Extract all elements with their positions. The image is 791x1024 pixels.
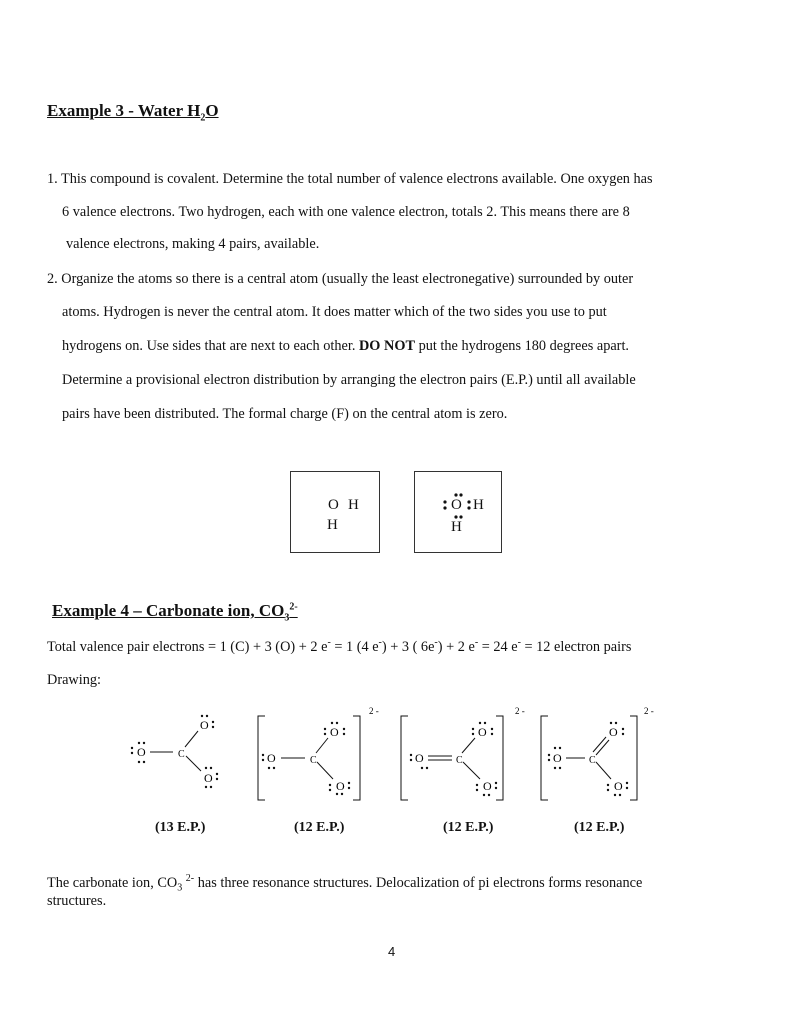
single-bond <box>316 738 328 753</box>
oxygen-left: O <box>267 751 276 765</box>
oxygen-top: O <box>478 725 487 739</box>
step2-line3-pre: hydrogens on. Use sides that are next to each other. <box>62 338 359 354</box>
caption-structure-2: (12 E.P.) <box>294 820 345 835</box>
carbonate-structure-4 <box>541 706 654 800</box>
conclusion-pre: The carbonate ion, CO <box>47 874 178 891</box>
oxygen-bottom: O <box>483 779 492 793</box>
oxygen-bottom: O <box>204 771 213 785</box>
bond-pair-dot <box>467 506 470 509</box>
caption-structure-4: (12 E.P.) <box>574 820 625 835</box>
example4-heading-sup: 2- <box>289 601 298 613</box>
ion-charge: 2 - <box>515 706 525 716</box>
oxygen-top: O <box>609 725 618 739</box>
example4-heading-text: Example 4 – Carbonate ion, CO <box>52 601 285 620</box>
step2-line3 <box>62 338 629 355</box>
oxygen-top: O <box>200 718 209 732</box>
total-sup-1: - <box>327 637 331 648</box>
total-sup-5: - <box>517 637 521 648</box>
step1-line3: valence electrons, making 4 pairs, available. <box>66 236 320 252</box>
total-text-3: ) + 3 ( 6e <box>381 638 435 655</box>
oxygen-top: O <box>330 725 339 739</box>
oxygen-left: O <box>137 745 146 759</box>
step2-line5: pairs have been distributed. The formal charge (F) on the central atom is zero. <box>62 406 508 422</box>
water-lewis-box <box>414 471 502 553</box>
right-bracket <box>630 716 637 800</box>
right-bracket <box>496 716 503 800</box>
bond-pair-dot <box>467 500 470 503</box>
oxygen-bottom: O <box>336 779 345 793</box>
ion-charge: 2 - <box>369 706 379 716</box>
single-bond <box>317 762 333 779</box>
water-skeleton-oxygen: O <box>328 497 339 513</box>
ion-charge: 2 - <box>644 706 654 716</box>
oxygen-left: O <box>415 751 424 765</box>
example3-heading-tail: O <box>205 101 219 120</box>
conclusion-line1 <box>47 873 642 894</box>
carbonate-structures <box>0 700 791 810</box>
total-text-1: Total valence pair electrons = 1 (C) + 3 (O) + 2 e <box>47 638 328 655</box>
example3-heading-sub: 2 <box>200 112 206 124</box>
example3-heading <box>47 101 219 123</box>
water-lewis-hydrogen-below: H <box>451 519 462 535</box>
conclusion-post: has three resonance structures. Delocalization of pi electrons forms resonance <box>194 874 643 891</box>
example4-heading <box>52 601 298 623</box>
conclusion-sub: 3 <box>177 882 183 894</box>
water-lewis-oxygen: O <box>451 497 462 513</box>
total-sup-4: - <box>474 637 479 648</box>
water-skeleton-hydrogen-below: H <box>327 517 338 533</box>
total-text-2: = 1 (4 e <box>330 638 379 655</box>
carbon-center: C <box>310 755 317 766</box>
drawing-label: Drawing: <box>47 672 101 688</box>
step2-line3-emphasis: DO NOT <box>358 338 415 354</box>
caption-structure-3: (12 E.P.) <box>443 820 494 835</box>
water-skeleton-hydrogen-right: H <box>348 497 359 513</box>
left-bracket <box>258 716 265 800</box>
oxygen-left: O <box>553 751 562 765</box>
carbonate-structure-2 <box>258 706 379 800</box>
water-lewis-hydrogen-right: H <box>473 497 484 513</box>
carbonate-structure-1 <box>131 715 218 788</box>
double-bond <box>596 740 609 755</box>
total-text-5: = 24 e <box>478 638 518 655</box>
total-text-4: ) + 2 e <box>437 638 475 655</box>
lone-pair-dot <box>443 506 446 509</box>
page-number: 4 <box>388 944 396 959</box>
single-bond <box>462 738 475 753</box>
step1-line1: 1. This compound is covalent. Determine the total number of valence electrons available. One oxygen has <box>47 171 653 187</box>
total-valence-line <box>47 637 631 656</box>
left-bracket <box>541 716 548 800</box>
step2-line2: atoms. Hydrogen is never the central atom. It does matter which of the two sides you use to put <box>62 304 607 320</box>
example4-heading-sub: 3 <box>284 612 290 624</box>
right-bracket <box>353 716 360 800</box>
total-text-6: = 12 electron pairs <box>520 638 632 655</box>
single-bond <box>596 762 611 779</box>
oxygen-bottom: O <box>614 779 623 793</box>
example3-heading-text: Example 3 - Water H <box>47 101 201 120</box>
total-sup-2: - <box>378 637 382 648</box>
caption-structure-1: (13 E.P.) <box>155 820 206 835</box>
carbonate-structure-3 <box>401 706 525 800</box>
step2-line4: Determine a provisional electron distribution by arranging the electron pairs (E.P.) until all available <box>62 372 636 388</box>
left-bracket <box>401 716 408 800</box>
double-bond <box>593 737 606 752</box>
total-sup-3: - <box>434 637 438 648</box>
conclusion-sup: 2- <box>185 873 195 884</box>
single-bond <box>186 756 201 771</box>
carbon-center: C <box>456 755 463 766</box>
carbon-center: C <box>178 749 185 760</box>
lone-pair-dot <box>443 500 446 503</box>
step1-line2: 6 valence electrons. Two hydrogen, each with one valence electron, totals 2. This means there are 8 <box>62 204 630 220</box>
conclusion-line2: structures. <box>47 893 107 909</box>
carbon-center: C <box>589 755 596 766</box>
step2-line3-post: put the hydrogens 180 degrees apart. <box>415 338 629 354</box>
water-skeleton-box <box>290 471 380 553</box>
single-bond <box>185 731 198 747</box>
step2-line1: 2. Organize the atoms so there is a central atom (usually the least electronegative) surrounded by outer <box>47 271 634 287</box>
single-bond <box>463 762 480 779</box>
